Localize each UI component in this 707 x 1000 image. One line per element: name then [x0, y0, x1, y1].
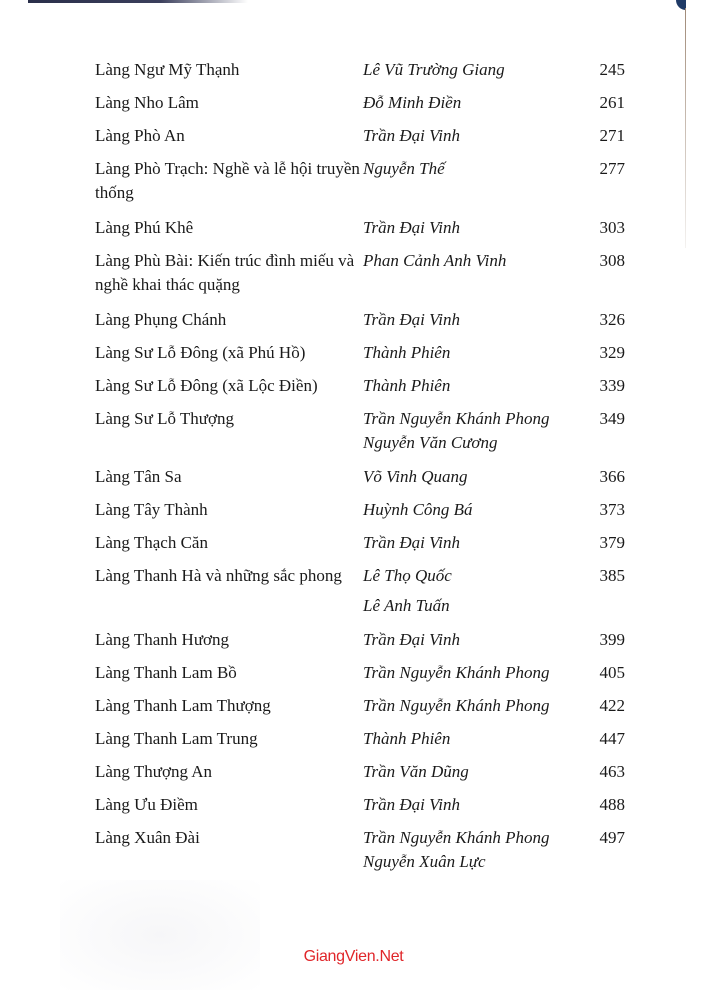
entry-title: Làng Tây Thành: [95, 500, 208, 519]
entry-author: Nguyễn Xuân Lực: [363, 852, 486, 871]
entry-page-number: 308: [599, 251, 625, 270]
toc-entry: [95, 498, 625, 522]
entry-page-number: 271: [599, 126, 625, 145]
entry-title: Làng Phú Khê: [95, 218, 194, 237]
entry-authors: [363, 58, 583, 82]
entry-author: Trần Đại Vinh: [363, 218, 460, 237]
entry-authors: [363, 760, 583, 784]
entry-authors: [363, 407, 583, 455]
entry-page-number: 405: [599, 663, 625, 682]
toc-entry: [95, 216, 625, 240]
toc-entry: [95, 531, 625, 555]
entry-authors: [363, 124, 583, 148]
entry-author: Nguyễn Thế: [363, 159, 445, 178]
entry-author: Nguyễn Văn Cương: [363, 433, 498, 452]
page-right-edge: [685, 8, 686, 248]
entry-authors: [363, 341, 583, 365]
entry-page-number: 277: [599, 159, 625, 178]
entry-page-number: 385: [599, 566, 625, 585]
entry-page-number: 497: [599, 828, 625, 847]
toc-entry: [95, 727, 625, 751]
entry-authors: [363, 564, 583, 618]
toc-entry: [95, 91, 625, 115]
entry-authors: [363, 249, 583, 273]
entry-title: Làng Thượng An: [95, 762, 213, 781]
entry-author: Trần Đại Vinh: [363, 533, 460, 552]
entry-title: Làng Nho Lâm: [95, 93, 199, 112]
toc-entry: [95, 628, 625, 652]
entry-author: Thành Phiên: [363, 343, 451, 362]
toc-entry: [95, 465, 625, 489]
toc-entry: [95, 793, 625, 817]
toc-entry: [95, 694, 625, 718]
entry-author: Lê Anh Tuấn: [363, 596, 450, 615]
entry-author: Trần Đại Vinh: [363, 310, 460, 329]
entry-author: Lê Vũ Trường Giang: [363, 60, 505, 79]
entry-author: Trần Nguyễn Khánh Phong: [363, 409, 550, 428]
entry-authors: [363, 628, 583, 652]
entry-title: Làng Ưu Điềm: [95, 795, 198, 814]
entry-title: Làng Thanh Hà và những sắc phong: [95, 566, 342, 585]
entry-title: Làng Thanh Lam Thượng: [95, 696, 271, 715]
entry-title: Làng Ngư Mỹ Thạnh: [95, 60, 240, 79]
entry-authors: [363, 498, 583, 522]
entry-author: Thành Phiên: [363, 376, 451, 395]
entry-page-number: 399: [599, 630, 625, 649]
entry-page-number: 488: [599, 795, 625, 814]
entry-author: Lê Thọ Quốc: [363, 566, 452, 585]
entry-title: Làng Sư Lỗ Đông (xã Lộc Điền): [95, 376, 318, 395]
entry-author: Trần Đại Vinh: [363, 630, 460, 649]
entry-page-number: 261: [599, 93, 625, 112]
entry-page-number: 447: [599, 729, 625, 748]
entry-authors: [363, 793, 583, 817]
entry-authors: [363, 531, 583, 555]
entry-title: Làng Thạch Căn: [95, 533, 208, 552]
entry-author: Võ Vinh Quang: [363, 467, 468, 486]
entry-title: Làng Phò Trạch: Nghề và lễ hội truyền thống: [95, 159, 360, 202]
entry-page-number: 379: [599, 533, 625, 552]
toc-entry: [95, 661, 625, 685]
entry-page-number: 339: [599, 376, 625, 395]
entry-title: Làng Phù Bài: Kiến trúc đình miếu và nghề khai thác quặng: [95, 251, 355, 294]
entry-title: Làng Phụng Chánh: [95, 310, 227, 329]
entry-authors: [363, 826, 583, 874]
page-top-edge: [28, 0, 248, 3]
entry-title: Làng Sư Lỗ Đông (xã Phú Hồ): [95, 343, 306, 362]
entry-author: Trần Văn Dũng: [363, 762, 469, 781]
toc-entry: [95, 407, 625, 455]
entry-page-number: 366: [599, 467, 625, 486]
entry-author: Huỳnh Công Bá: [363, 500, 473, 519]
toc-entry: [95, 374, 625, 398]
entry-authors: [363, 308, 583, 332]
entry-title: Làng Sư Lỗ Thượng: [95, 409, 235, 428]
entry-page-number: 329: [599, 343, 625, 362]
entry-page-number: 373: [599, 500, 625, 519]
toc-entry: [95, 308, 625, 332]
entry-title: Làng Thanh Lam Trung: [95, 729, 258, 748]
entry-title: Làng Xuân Đài: [95, 828, 200, 847]
entry-author: Đỗ Minh Điền: [363, 93, 462, 112]
entry-page-number: 463: [599, 762, 625, 781]
entry-authors: [363, 465, 583, 489]
entry-authors: [363, 374, 583, 398]
toc-entry: [95, 58, 625, 82]
entry-title: Làng Tân Sa: [95, 467, 182, 486]
entry-page-number: 245: [599, 60, 625, 79]
toc-entry: [95, 564, 625, 618]
entry-author: Phan Cảnh Anh Vinh: [363, 251, 507, 270]
toc-entry: [95, 826, 625, 874]
toc-entry: [95, 760, 625, 784]
entry-author: Trần Đại Vinh: [363, 126, 460, 145]
entry-title: Làng Thanh Hương: [95, 630, 230, 649]
entry-author: Trần Nguyễn Khánh Phong: [363, 696, 550, 715]
entry-authors: [363, 661, 583, 685]
entry-author: Trần Nguyễn Khánh Phong: [363, 663, 550, 682]
entry-authors: [363, 216, 583, 240]
entry-author: Trần Đại Vinh: [363, 795, 460, 814]
entry-title: Làng Thanh Lam Bồ: [95, 663, 237, 682]
entry-page-number: 422: [599, 696, 625, 715]
entry-page-number: 349: [599, 409, 625, 428]
toc-entry: [95, 157, 625, 205]
entry-page-number: 326: [599, 310, 625, 329]
entry-author: Thành Phiên: [363, 729, 451, 748]
toc-entry: [95, 124, 625, 148]
toc-entry: [95, 341, 625, 365]
entry-authors: [363, 157, 583, 181]
scan-smudge: [60, 880, 260, 990]
entry-authors: [363, 694, 583, 718]
entry-authors: [363, 727, 583, 751]
entry-page-number: 303: [599, 218, 625, 237]
entry-author: Trần Nguyễn Khánh Phong: [363, 828, 550, 847]
toc-entry: [95, 249, 625, 297]
watermark: GiangVien.Net: [303, 948, 404, 965]
entry-authors: [363, 91, 583, 115]
entry-title: Làng Phò An: [95, 126, 185, 145]
